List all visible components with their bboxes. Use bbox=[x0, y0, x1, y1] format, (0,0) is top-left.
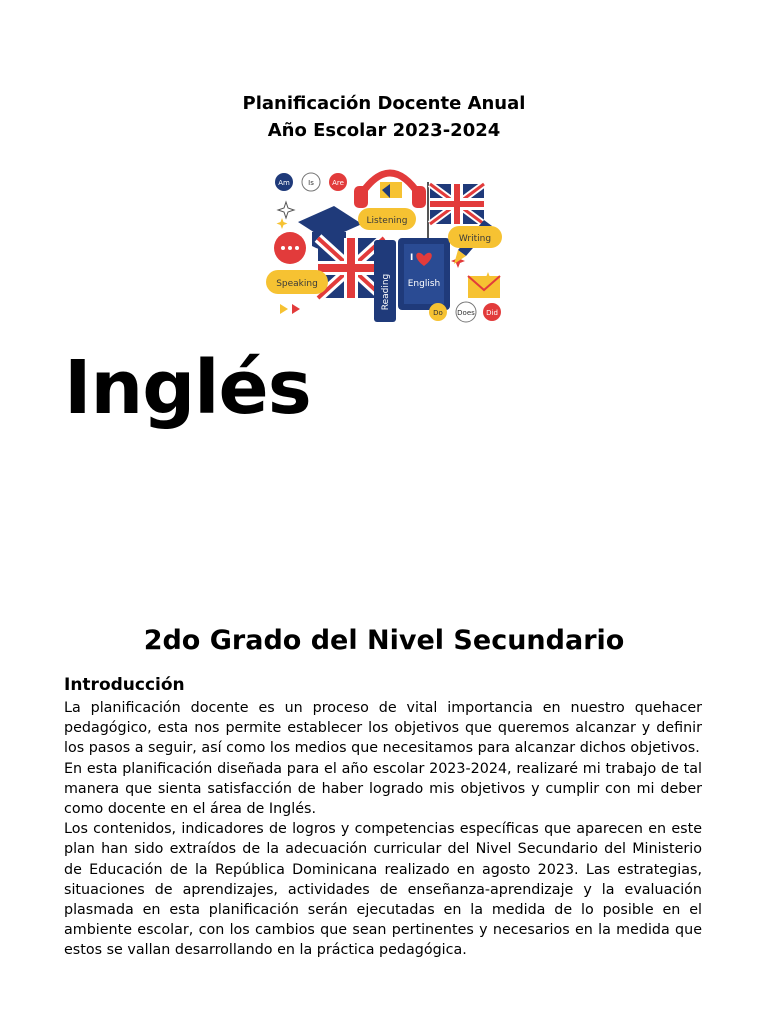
badge-do: Do bbox=[433, 309, 443, 317]
english-book-icon bbox=[398, 238, 450, 310]
listening-label: Listening bbox=[366, 216, 408, 226]
badge-is: Is bbox=[308, 179, 314, 187]
badge-did: Did bbox=[486, 309, 498, 317]
header-title: Planificación Docente Anual bbox=[242, 93, 526, 114]
english-label: English bbox=[407, 279, 441, 289]
introduction-heading: Introducción bbox=[64, 675, 185, 695]
introduction-body bbox=[64, 698, 702, 961]
badge-are: Are bbox=[332, 179, 344, 187]
document-header bbox=[0, 90, 768, 144]
svg-text:I: I bbox=[410, 253, 414, 263]
headphones-icon bbox=[354, 173, 426, 208]
header-school-year: Año Escolar 2023-2024 bbox=[267, 120, 501, 141]
envelope-icon bbox=[468, 276, 500, 298]
grade-heading: 2do Grado del Nivel Secundario bbox=[143, 625, 625, 656]
writing-label: Writing bbox=[458, 234, 492, 244]
speaking-label: Speaking bbox=[276, 279, 318, 289]
introduction-paragraph: En esta planificación diseñada para el año escolar 2023-2024, realizaré mi trabajo de tal manera que sienta satisfacción de haber logrado mis objetivos y cumplir con mi deber como docente en el área de Inglés. bbox=[64, 760, 702, 818]
subject-title: Inglés bbox=[64, 345, 311, 431]
play-icon bbox=[280, 304, 300, 314]
badge-does: Does bbox=[457, 309, 475, 317]
english-skills-illustration bbox=[262, 152, 506, 326]
reading-label: Reading bbox=[381, 273, 391, 311]
badge-am: Am bbox=[278, 179, 290, 187]
introduction-paragraph: Los contenidos, indicadores de logros y competencias específicas que aparecen en este plan han sido extraídos de la adecuación curricular del Nivel Secundario del Ministerio de Educación de la República Dominicana realizado en agosto 2023. Las estrategias, situaciones de aprendizajes, actividades de enseñanza-aprendizaje y la evaluación plasmada en esta planificación serán ejecutadas en la medida de lo posible en el ambiente escolar, con los cambios que sean pertinentes y necesarios en la medida que estos se vallan desarrollando en la práctica pedagógica. bbox=[64, 821, 702, 959]
speech-bubble-icon bbox=[274, 232, 306, 264]
introduction-paragraph: La planificación docente es un proceso de vital importancia en nuestro quehacer pedagógico, esta nos permite establecer los objetivos que queremos alcanzar y definir los pasos a seguir, así como los medios que necesitamos para alcanzar dichos objetivos. bbox=[64, 700, 702, 757]
